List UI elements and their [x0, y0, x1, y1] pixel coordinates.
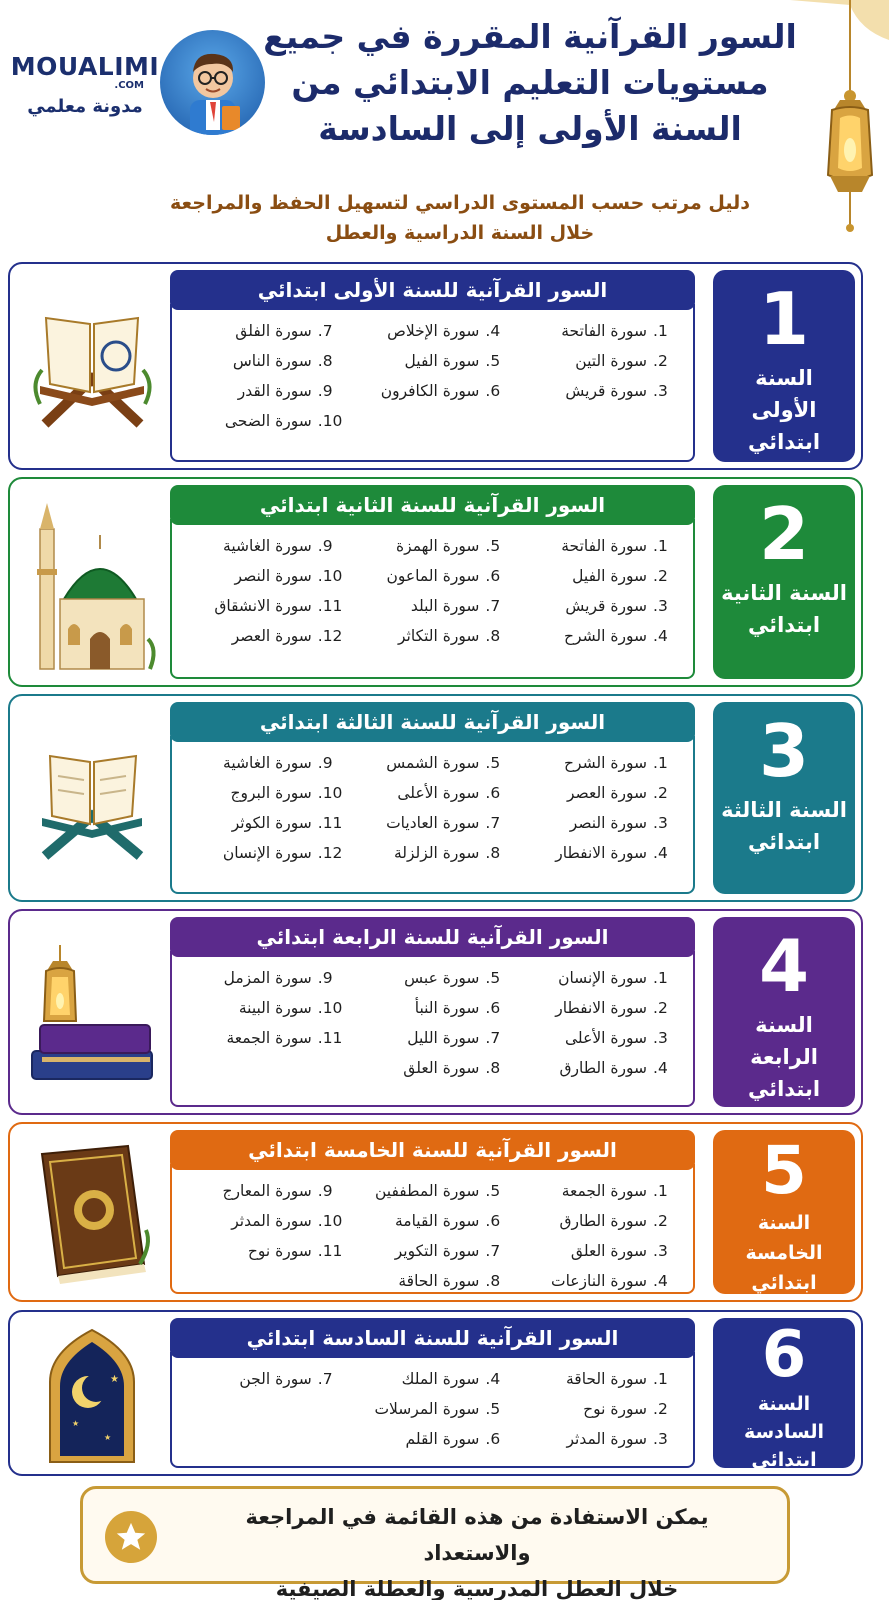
- surah-name: سورة العلق: [403, 1059, 480, 1077]
- grade-label-line-1: السنة السادسة: [743, 1393, 825, 1443]
- list-item: [186, 591, 344, 621]
- list-item: [521, 1266, 679, 1296]
- list-item: [521, 1053, 679, 1083]
- subtitle-line-2: خلال السنة الدراسية والعطل: [325, 222, 595, 244]
- list-item: [354, 1206, 512, 1236]
- list-item: [354, 808, 512, 838]
- surah-column: [521, 1176, 679, 1292]
- list-item: [521, 748, 679, 778]
- surah-name: سورة الشرح: [564, 627, 647, 645]
- footer-line-1: يمكن الاستفادة من هذه القائمة في المراجعة والاستعداد: [245, 1505, 709, 1565]
- list-item: [186, 778, 344, 808]
- page-subtitle: [140, 188, 780, 248]
- surah-name: سورة الزلزلة: [393, 844, 480, 862]
- surah-column: [354, 316, 512, 460]
- grade-number: 5: [761, 1132, 807, 1209]
- surah-name: سورة البروج: [230, 784, 312, 802]
- surah-name: سورة المدثر: [566, 1430, 647, 1448]
- grade-number: 4: [758, 924, 810, 1008]
- item-number: 11.: [317, 1242, 343, 1260]
- list-item: [354, 838, 512, 868]
- item-number: 4.: [485, 322, 501, 340]
- list-item: [521, 1424, 679, 1454]
- title-line-2: مستويات التعليم الابتدائي من: [291, 63, 769, 102]
- surah-column: [521, 531, 679, 677]
- item-number: 5.: [485, 754, 501, 772]
- grade-label-line-1: السنة الثالثة: [721, 798, 847, 822]
- subtitle-line-1: دليل مرتب حسب المستوى الدراسي لتسهيل الحفظ والمراجعة: [170, 192, 750, 214]
- item-number: 3.: [653, 1242, 668, 1260]
- section-title: السور القرآنية للسنة الخامسة ابتدائي: [170, 1130, 695, 1170]
- list-item: [521, 376, 679, 406]
- surah-list: [170, 1164, 695, 1294]
- list-item: [354, 1023, 512, 1053]
- list-item: [521, 346, 679, 376]
- item-number: 6.: [485, 999, 501, 1017]
- item-number: 7.: [485, 1242, 501, 1260]
- grade-label-line-1: السنة الثانية: [721, 581, 847, 605]
- surah-name: سورة الشمس: [386, 754, 480, 772]
- surah-name: سورة العلق: [570, 1242, 647, 1260]
- item-number: 6.: [485, 1430, 501, 1448]
- surah-name: سورة القدر: [237, 382, 312, 400]
- list-item: [186, 993, 344, 1023]
- list-item: [521, 1394, 679, 1424]
- item-number: 6.: [485, 567, 501, 585]
- list-item: [354, 316, 512, 346]
- surah-name: سورة الطارق: [559, 1059, 647, 1077]
- surah-name: سورة عبس: [404, 969, 480, 987]
- surah-column: [354, 748, 512, 892]
- list-item: [186, 838, 344, 868]
- header: [0, 0, 889, 262]
- item-number: 4.: [653, 1059, 668, 1077]
- surah-name: سورة نوح: [583, 1400, 647, 1418]
- item-number: 1.: [653, 969, 668, 987]
- item-number: 9.: [317, 1182, 333, 1200]
- surah-list: [170, 519, 695, 679]
- surah-name: سورة القلم: [405, 1430, 480, 1448]
- brand-name-en: MOUALIMI: [10, 52, 160, 81]
- surah-name: سورة الجن: [239, 1370, 312, 1388]
- list-item: [186, 1023, 344, 1053]
- surah-name: سورة الأعلى: [565, 1029, 647, 1047]
- grade-badge: [713, 1130, 855, 1294]
- svg-text:★: ★: [72, 1419, 80, 1428]
- surah-column: [521, 1364, 679, 1466]
- surah-column: [521, 748, 679, 892]
- list-item: [521, 778, 679, 808]
- surah-name: سورة الغاشية: [223, 754, 312, 772]
- item-number: 4.: [653, 627, 668, 645]
- list-item: [186, 1236, 344, 1266]
- item-number: 3.: [653, 382, 668, 400]
- surah-name: سورة النصر: [234, 567, 312, 585]
- list-item: [521, 1236, 679, 1266]
- grade-3-section: [8, 694, 863, 902]
- page-title: [250, 14, 810, 152]
- surah-name: سورة قريش: [565, 382, 647, 400]
- item-number: 10.: [317, 412, 343, 430]
- list-item: [521, 621, 679, 651]
- list-item: [186, 376, 344, 406]
- list-item: [354, 1236, 512, 1266]
- item-number: 3.: [653, 1430, 668, 1448]
- item-number: 9.: [317, 969, 333, 987]
- svg-text:★: ★: [110, 1374, 119, 1385]
- list-item: [521, 531, 679, 561]
- list-item: [521, 1023, 679, 1053]
- grade-number: 2: [758, 492, 810, 576]
- surah-name: سورة البينة: [238, 999, 312, 1017]
- item-number: 7.: [485, 597, 501, 615]
- quran-stand-icon: [20, 274, 165, 458]
- section-title: السور القرآنية للسنة الثانية ابتدائي: [170, 485, 695, 525]
- item-number: 9.: [317, 382, 333, 400]
- list-item: [354, 1266, 512, 1296]
- surah-name: سورة الانفطار: [555, 999, 647, 1017]
- surah-column: [354, 963, 512, 1105]
- section-title: السور القرآنية للسنة الرابعة ابتدائي: [170, 917, 695, 957]
- item-number: 2.: [653, 567, 668, 585]
- list-item: [186, 621, 344, 651]
- brand-domain: .COM: [114, 80, 144, 91]
- list-item: [521, 1364, 679, 1394]
- list-item: [354, 1053, 512, 1083]
- list-item: [186, 561, 344, 591]
- list-item: [354, 963, 512, 993]
- surah-name: سورة الفيل: [572, 567, 647, 585]
- item-number: 8.: [485, 627, 501, 645]
- surah-column: [186, 963, 344, 1105]
- surah-list: [170, 951, 695, 1107]
- footer-line-2: خلال العطل المدرسية والعطلة الصيفية: [275, 1577, 679, 1600]
- list-item: [186, 808, 344, 838]
- list-item: [186, 1364, 344, 1394]
- surah-column: [521, 316, 679, 460]
- list-item: [354, 1176, 512, 1206]
- list-item: [354, 621, 512, 651]
- section-title: السور القرآنية للسنة الأولى ابتدائي: [170, 270, 695, 310]
- surah-name: سورة البلد: [410, 597, 480, 615]
- list-item: [354, 1424, 512, 1454]
- grade-label-line-2: ابتدائي: [747, 1077, 821, 1101]
- surah-name: سورة نوح: [247, 1242, 312, 1260]
- grade-badge: [713, 1318, 855, 1471]
- grade-label-line-1: السنة الخامسة: [745, 1212, 823, 1264]
- item-number: 7.: [317, 1370, 333, 1388]
- surah-name: سورة الطارق: [559, 1212, 647, 1230]
- item-number: 6.: [485, 1212, 501, 1230]
- title-line-3: السنة الأولى إلى السادسة: [318, 109, 742, 148]
- surah-name: سورة المدثر: [231, 1212, 312, 1230]
- item-number: 3.: [653, 814, 668, 832]
- item-number: 11.: [317, 597, 343, 615]
- grade-label-line-2: ابتدائي: [747, 613, 821, 637]
- item-number: 1.: [653, 322, 668, 340]
- list-item: [354, 376, 512, 406]
- item-number: 5.: [485, 1400, 501, 1418]
- surah-name: سورة الضحى: [224, 412, 312, 430]
- list-item: [354, 993, 512, 1023]
- item-number: 6.: [485, 382, 501, 400]
- grade-badge: [713, 485, 855, 679]
- item-number: 8.: [485, 1059, 501, 1077]
- crescent-window-icon: [20, 1322, 165, 1464]
- lantern-books-icon: [20, 921, 165, 1103]
- surah-list: [170, 304, 695, 462]
- surah-name: سورة الانشقاق: [214, 597, 312, 615]
- grade-label-line-1: السنة الأولى: [751, 366, 817, 422]
- item-number: 4.: [653, 1272, 668, 1290]
- grade-number: 3: [758, 709, 810, 793]
- item-number: 1.: [653, 537, 668, 555]
- grade-badge: [713, 270, 855, 462]
- list-item: [186, 963, 344, 993]
- surah-name: سورة النازعات: [550, 1272, 647, 1290]
- surah-name: سورة الانفطار: [555, 844, 647, 862]
- list-item: [521, 993, 679, 1023]
- item-number: 2.: [653, 1212, 668, 1230]
- list-item: [521, 963, 679, 993]
- surah-name: سورة المزمل: [223, 969, 312, 987]
- surah-name: سورة الماعون: [386, 567, 480, 585]
- surah-name: سورة الإخلاص: [387, 322, 480, 340]
- grade-label-line-2: ابتدائي: [747, 830, 821, 854]
- mosque-icon: [20, 489, 165, 675]
- item-number: 11.: [317, 1029, 343, 1047]
- surah-name: سورة الحاقة: [398, 1272, 480, 1290]
- item-number: 10.: [317, 567, 343, 585]
- surah-name: سورة المعارج: [222, 1182, 312, 1200]
- grade-label-line-2: ابتدائي: [747, 430, 821, 454]
- list-item: [186, 531, 344, 561]
- surah-name: سورة الفيل: [404, 352, 480, 370]
- surah-name: سورة الكافرون: [380, 382, 480, 400]
- surah-name: سورة المطففين: [374, 1182, 480, 1200]
- item-number: 5.: [485, 537, 501, 555]
- surah-column: [186, 1364, 344, 1466]
- open-book-stand-icon: [20, 706, 165, 890]
- surah-name: سورة العاديات: [386, 814, 480, 832]
- item-number: 5.: [485, 969, 501, 987]
- item-number: 10.: [317, 999, 343, 1017]
- surah-column: [521, 963, 679, 1105]
- list-item: [521, 808, 679, 838]
- surah-name: سورة التكوير: [394, 1242, 480, 1260]
- section-title: السور القرآنية للسنة الثالثة ابتدائي: [170, 702, 695, 742]
- surah-name: سورة العصر: [231, 627, 312, 645]
- surah-name: سورة الفلق: [235, 322, 312, 340]
- grade-4-section: [8, 909, 863, 1115]
- list-item: [521, 838, 679, 868]
- footer-text: [197, 1499, 757, 1600]
- item-number: 3.: [653, 597, 668, 615]
- item-number: 1.: [653, 1182, 668, 1200]
- surah-name: سورة الجمعة: [561, 1182, 647, 1200]
- star-icon: [105, 1511, 157, 1563]
- surah-column: [354, 531, 512, 677]
- list-item: [186, 346, 344, 376]
- item-number: 3.: [653, 1029, 668, 1047]
- list-item: [354, 778, 512, 808]
- grade-6-section: [8, 1310, 863, 1476]
- list-item: [521, 316, 679, 346]
- title-line-1: السور القرآنية المقررة في جميع: [263, 17, 797, 56]
- item-number: 7.: [485, 1029, 501, 1047]
- list-item: [354, 561, 512, 591]
- item-number: 6.: [485, 784, 501, 802]
- surah-name: سورة النبأ: [414, 999, 480, 1017]
- surah-name: سورة الفاتحة: [561, 537, 647, 555]
- item-number: 8.: [317, 352, 333, 370]
- surah-column: [354, 1364, 512, 1466]
- item-number: 7.: [317, 322, 333, 340]
- surah-name: سورة قريش: [565, 597, 647, 615]
- surah-name: سورة الأعلى: [397, 784, 480, 802]
- list-item: [186, 1176, 344, 1206]
- surah-column: [186, 316, 344, 460]
- surah-name: سورة الكوثر: [231, 814, 312, 832]
- list-item: [354, 1364, 512, 1394]
- grade-label-line-2: ابتدائي: [751, 1272, 817, 1294]
- item-number: 12.: [317, 844, 343, 862]
- item-number: 1.: [653, 754, 668, 772]
- list-item: [186, 316, 344, 346]
- surah-list: [170, 1352, 695, 1468]
- item-number: 10.: [317, 1212, 343, 1230]
- surah-name: سورة الهمزة: [396, 537, 480, 555]
- surah-column: [186, 1176, 344, 1292]
- item-number: 2.: [653, 1400, 668, 1418]
- surah-name: سورة القيامة: [394, 1212, 480, 1230]
- list-item: [354, 346, 512, 376]
- item-number: 12.: [317, 627, 343, 645]
- item-number: 11.: [317, 814, 343, 832]
- list-item: [354, 748, 512, 778]
- list-item: [521, 1206, 679, 1236]
- section-title: السور القرآنية للسنة السادسة ابتدائي: [170, 1318, 695, 1358]
- surah-name: سورة الحاقة: [565, 1370, 647, 1388]
- list-item: [521, 1176, 679, 1206]
- item-number: 9.: [317, 537, 333, 555]
- brand-name-ar: مدونة معلمي: [27, 96, 143, 117]
- grade-1-section: [8, 262, 863, 470]
- footer-note: [80, 1486, 790, 1600]
- list-item: [186, 1206, 344, 1236]
- item-number: 5.: [485, 1182, 501, 1200]
- grade-2-section: [8, 477, 863, 687]
- surah-name: سورة الناس: [232, 352, 312, 370]
- svg-text:★: ★: [104, 1433, 112, 1442]
- item-number: 1.: [653, 1370, 668, 1388]
- surah-name: سورة المرسلات: [374, 1400, 480, 1418]
- grade-badge: [713, 702, 855, 894]
- grade-5-section: [8, 1122, 863, 1302]
- surah-name: سورة الإنسان: [222, 844, 312, 862]
- item-number: 4.: [653, 844, 668, 862]
- surah-column: [354, 1176, 512, 1292]
- surah-name: سورة التين: [575, 352, 647, 370]
- surah-name: سورة العصر: [566, 784, 647, 802]
- closed-quran-icon: [20, 1134, 165, 1290]
- surah-name: سورة الليل: [407, 1029, 480, 1047]
- hanging-lantern-icon: [790, 0, 889, 240]
- grade-badge: [713, 917, 855, 1107]
- grade-label-line-1: السنة الرابعة: [750, 1013, 818, 1069]
- brand-logo[interactable]: [10, 54, 160, 117]
- surah-name: سورة الجمعة: [226, 1029, 312, 1047]
- item-number: 8.: [485, 1272, 501, 1290]
- list-item: [186, 748, 344, 778]
- surah-column: [186, 748, 344, 892]
- surah-name: سورة الفاتحة: [561, 322, 647, 340]
- item-number: 5.: [485, 352, 501, 370]
- surah-name: سورة الغاشية: [223, 537, 312, 555]
- item-number: 10.: [317, 784, 343, 802]
- item-number: 4.: [485, 1370, 501, 1388]
- grade-number: 1: [758, 277, 810, 361]
- surah-name: سورة النصر: [569, 814, 647, 832]
- surah-column: [186, 531, 344, 677]
- item-number: 2.: [653, 999, 668, 1017]
- list-item: [354, 1394, 512, 1424]
- item-number: 9.: [317, 754, 333, 772]
- surah-name: سورة الشرح: [564, 754, 647, 772]
- list-item: [354, 531, 512, 561]
- surah-list: [170, 736, 695, 894]
- list-item: [354, 591, 512, 621]
- item-number: 8.: [485, 844, 501, 862]
- item-number: 7.: [485, 814, 501, 832]
- item-number: 2.: [653, 784, 668, 802]
- grade-number: 6: [761, 1318, 807, 1392]
- surah-name: سورة الملك: [401, 1370, 480, 1388]
- grade-label-line-2: ابتدائي: [751, 1449, 817, 1471]
- item-number: 2.: [653, 352, 668, 370]
- list-item: [521, 561, 679, 591]
- list-item: [186, 406, 344, 436]
- surah-name: سورة التكاثر: [397, 627, 480, 645]
- surah-name: سورة الإنسان: [558, 969, 647, 987]
- list-item: [521, 591, 679, 621]
